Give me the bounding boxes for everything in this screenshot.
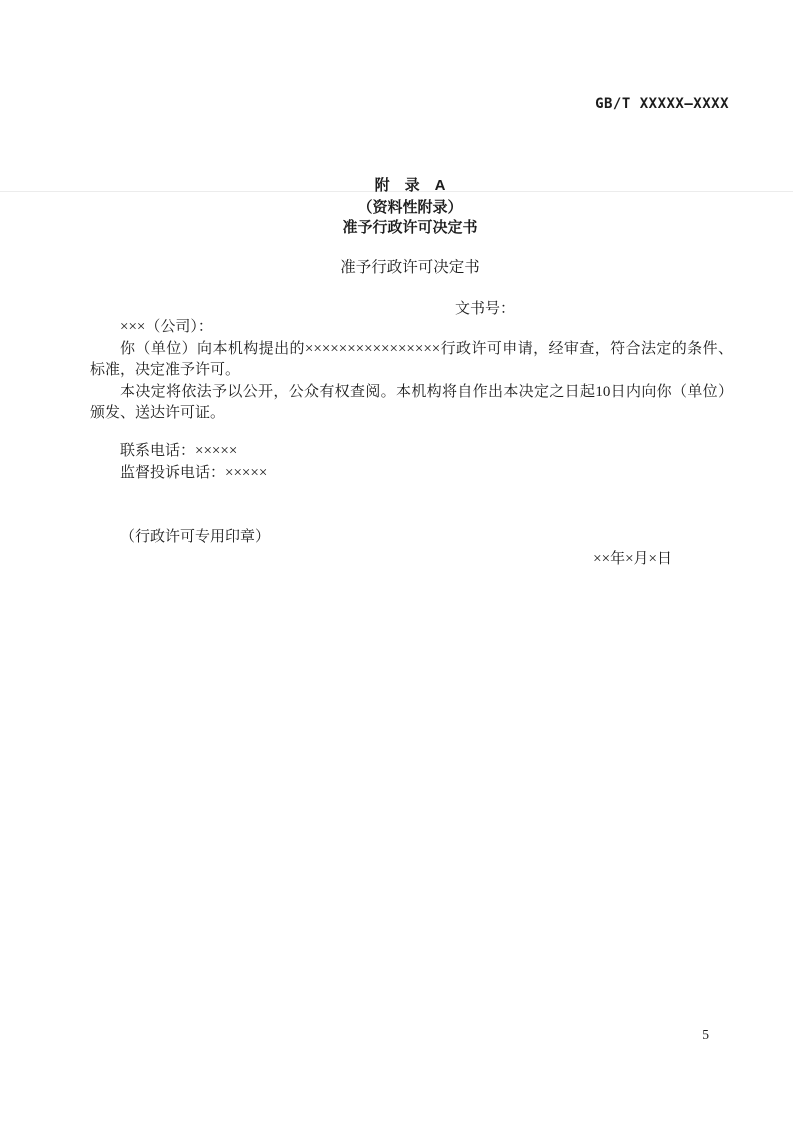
letter-paragraph-approval: 你（单位）向本机构提出的××××××××××××××××行政许可申请，经审查，符合法定的条件、标准，决定准予许可。 xyxy=(90,340,733,378)
appendix-title: 准予行政许可决定书 xyxy=(342,219,478,236)
appendix-label: 附 录 A xyxy=(374,177,446,194)
issue-date: ××年×月×日 xyxy=(593,551,672,567)
complaint-phone-line: 监督投诉电话：××××× xyxy=(120,465,268,481)
letter-title: 准予行政许可决定书 xyxy=(340,259,480,276)
seal-note: （行政许可专用印章） xyxy=(120,529,271,545)
appendix-type: （资料性附录） xyxy=(357,199,463,216)
contact-phone-line: 联系电话：××××× xyxy=(120,443,238,459)
letter-salutation: ×××（公司）： xyxy=(120,319,213,335)
letter-body xyxy=(90,317,733,425)
page-number: 5 xyxy=(702,1027,709,1042)
standard-number-header: GB/T XXXXX—XXXX xyxy=(595,96,729,112)
doc-number-label: 文书号： xyxy=(455,301,516,317)
contact-block xyxy=(90,440,733,484)
letter-paragraph-disclosure: 本决定将依法予以公开，公众有权查阅。本机构将自作出本决定之日起10日内向你（单位）颁发、送达许可证。 xyxy=(90,383,733,421)
